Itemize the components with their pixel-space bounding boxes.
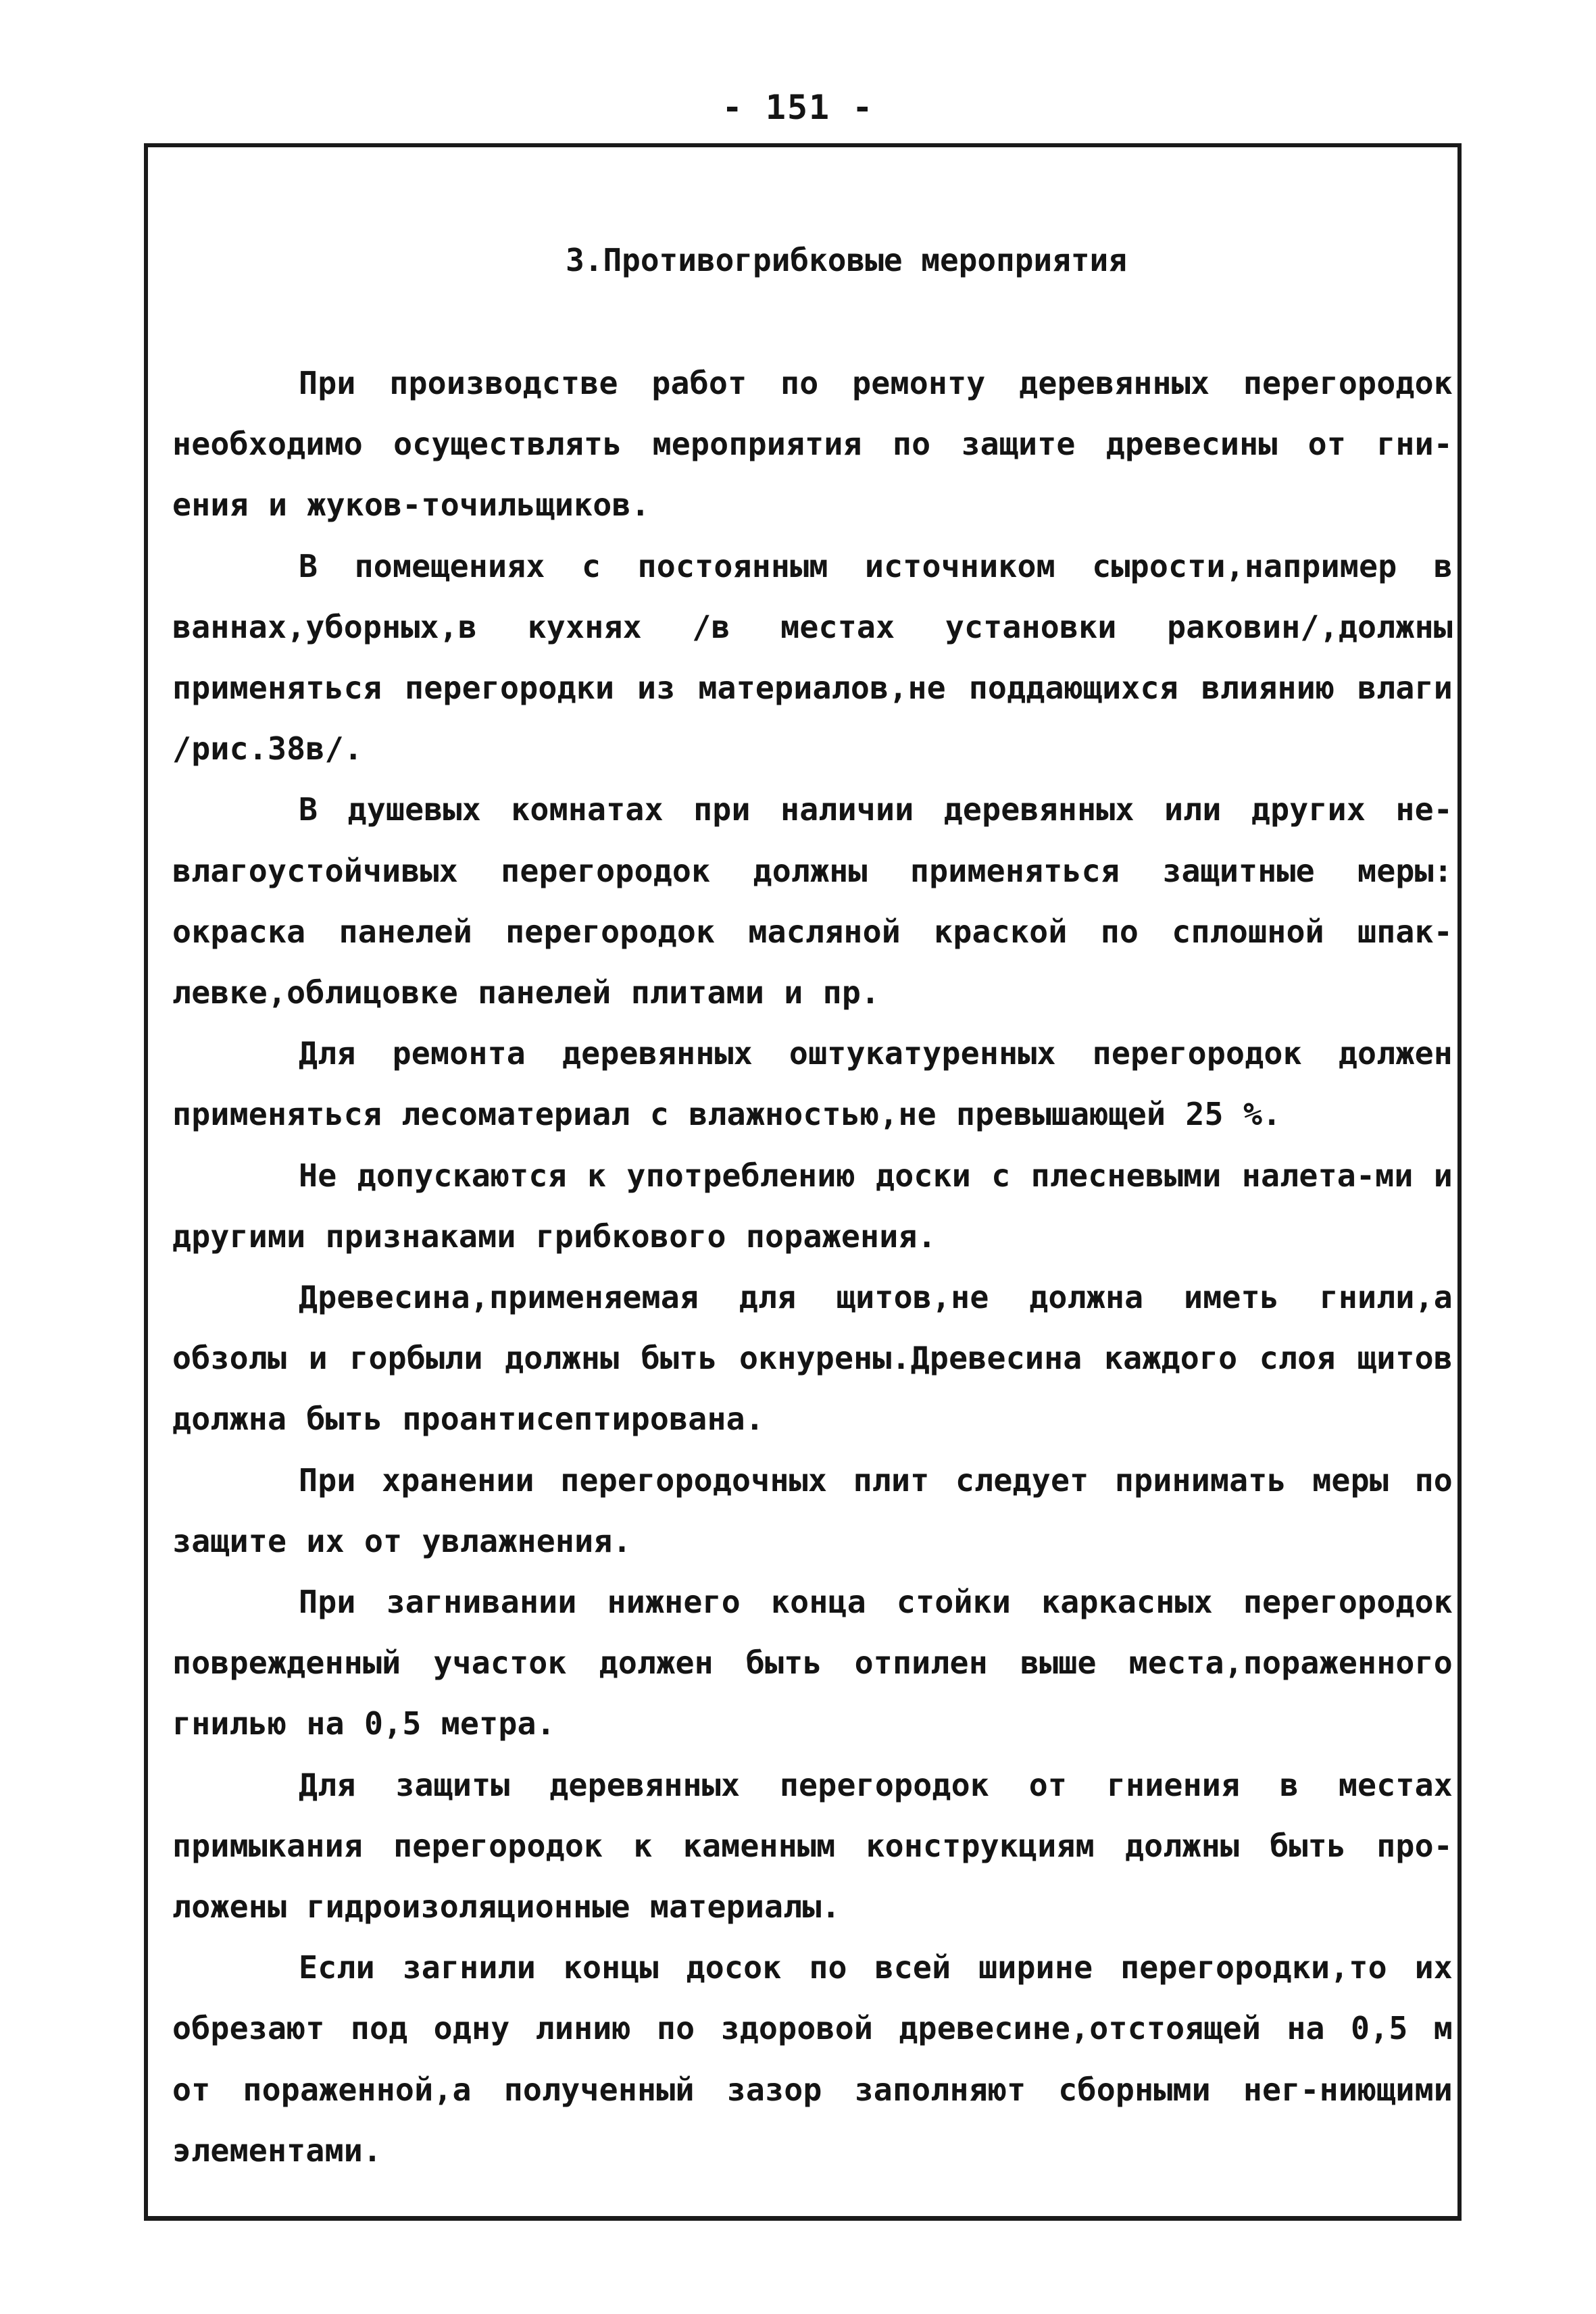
paragraph-shower-rooms: В душевых комнатах при наличии деревянных или других не-влагоустойчивых перегородок должны применяться защитные меры: окраска панелей перегородок масляной краской по сплошной шпак-левке,облицовке панелей плитами и пр. [172,791,1453,1011]
paragraph-protection-intro: При производстве работ по ремонту деревянных перегородок необходимо осуществлять мероприятия по защите древесины от гни-ения и жуков-точильщиков. [172,365,1453,524]
paragraph-damp-rooms: В помещениях с постоянным источником сырости,например в ваннах,уборных,в кухнях /в местах установки раковин/,должны применяться перегородки из материалов,не поддающихся влиянию влаги /рис.38в/. [172,547,1453,768]
paragraph-waterproofing: Для защиты деревянных перегородок от гниения в местах примыкания перегородок к каменным конструкциям должны быть про-ложены гидроизоляционные материалы. [172,1766,1453,1926]
paragraph-timber-moisture: Для ремонта деревянных оштукатуренных перегородок должен применяться лесоматериал с влажностью,не превышающей 25 %. [172,1035,1453,1133]
paragraph-post-rot: При загнивании нижнего конца стойки каркасных перегородок поврежденный участок должен быть отпилен выше места,пораженного гнилью на 0,5 метра. [172,1584,1453,1742]
section-title: 3.Противогрибковые мероприятия [566,242,1127,278]
page-number: - 151 - [722,88,874,127]
paragraph-plate-storage: При хранении перегородочных плит следует принимать меры по защите их от увлажнения. [172,1461,1453,1559]
paragraph-shield-wood: Древесина,применяемая для щитов,не должна иметь гнили,а обзолы и горбыли должны быть окнурены.Древесина каждого слоя щитов должна быть проантисептирована. [172,1279,1453,1438]
paragraph-board-ends: Если загнили концы досок по всей ширине перегородки,то их обрезают под одну линию по здоровой древесине,отстоящей на 0,5 м от пораженной,а полученный зазор заполняют сборными нег-ниющими элементами. [172,1949,1453,2169]
document-body [172,230,1453,2181]
paragraph-mold-boards: Не допускаются к употреблению доски с плесневыми налета-ми и другими признаками грибкового поражения. [172,1157,1453,1255]
